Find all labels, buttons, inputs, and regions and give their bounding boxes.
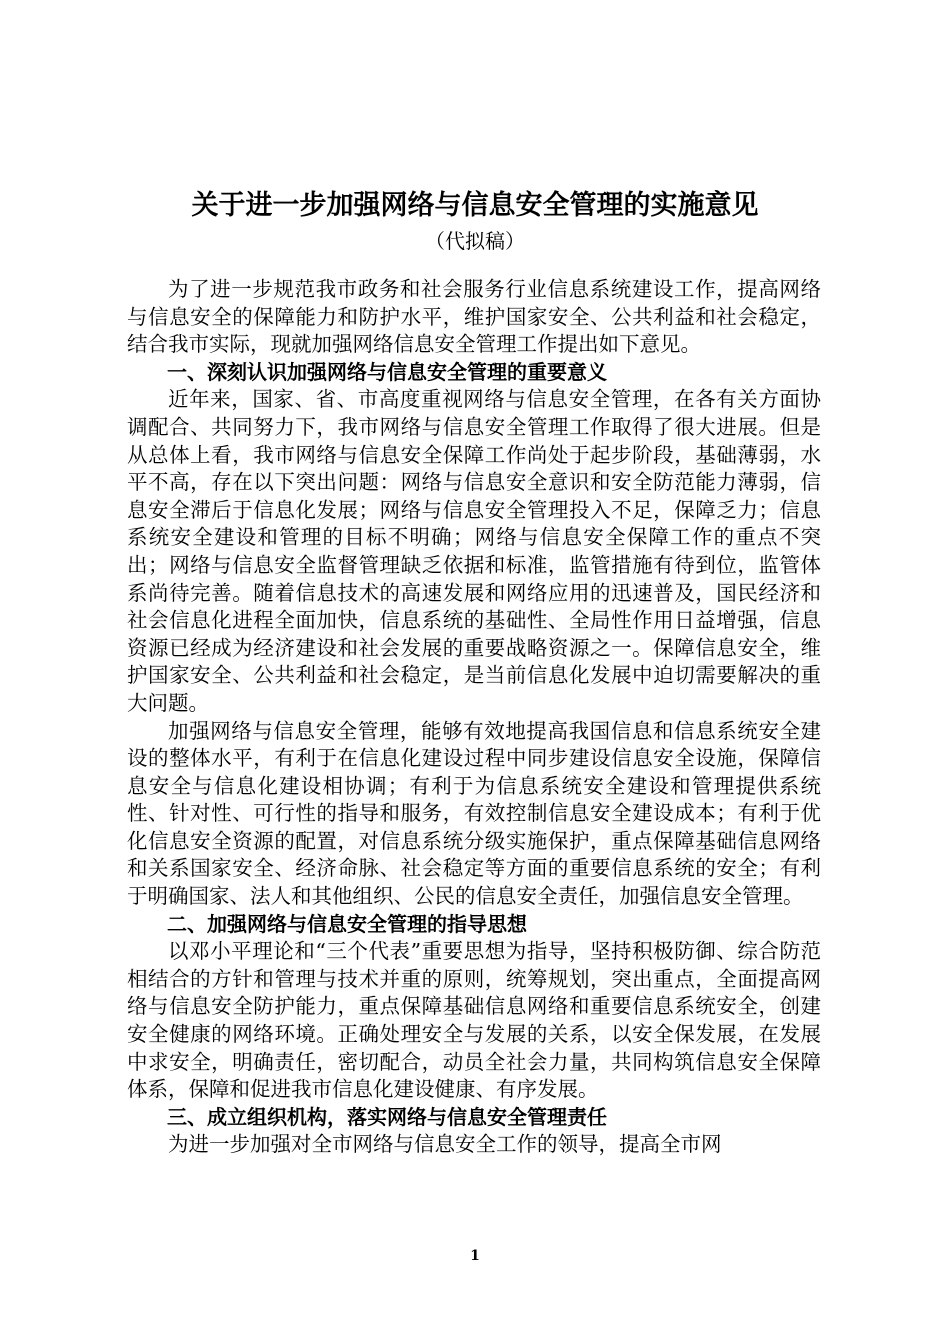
- section-3-paragraph-1: 为进一步加强对全市网络与信息安全工作的领导，提高全市网: [168, 1132, 722, 1157]
- section-2-paragraph-1: 以邓小平理论和“三个代表”重要思想为指导，坚持积极防御、综合防范相结合的方针和管理与技术并重的原则，统筹规划，突出重点，全面提高网络与信息安全防护能力，重点保障基础信息网络和重要信息系统安全，创建安全健康的网络环境。正确处理安全与发展的关系，以安全保发展，在发展中求安全，明确责任，密切配合，动员全社会力量，共同构筑信息安全保障体系，保障和促进我市信息化建设健康、有序发展。: [127, 939, 821, 1102]
- document-subtitle: （代拟稿）: [425, 229, 525, 253]
- section-1-paragraph-1: 近年来，国家、省、市高度重视网络与信息安全管理，在各有关方面协调配合、共同努力下，我市网络与信息安全管理工作取得了很大进展。但是从总体上看，我市网络与信息安全保障工作尚处于起步阶段，基础薄弱，水平不高，存在以下突出问题：网络与信息安全意识和安全防范能力薄弱，信息安全滞后于信息化发展；网络与信息安全管理投入不足，保障乏力；信息系统安全建设和管理的目标不明确；网络与信息安全保障工作的重点不突出；网络与信息安全监督管理缺乏依据和标准，监管措施有待到位，监管体系尚待完善。随着信息技术的高速发展和网络应用的迅速普及，国民经济和社会信息化进程全面加快，信息系统的基础性、全局性作用日益增强，信息资源已经成为经济建设和社会发展的重要战略资源之一。保障信息安全，维护国家安全、公共利益和社会稳定，是当前信息化发展中迫切需要解决的重大问题。: [127, 387, 821, 715]
- section-heading-2: 二、加强网络与信息安全管理的指导思想: [167, 911, 527, 936]
- intro-paragraph: 为了进一步规范我市政务和社会服务行业信息系统建设工作，提高网络与信息安全的保障能力和防护水平，维护国家安全、公共利益和社会稳定，结合我市实际，现就加强网络信息安全管理工作提出如下意见。: [127, 277, 821, 357]
- page-number: 1: [470, 1248, 480, 1264]
- section-1-paragraph-2: 加强网络与信息安全管理，能够有效地提高我国信息和信息系统安全建设的整体水平，有利于在信息化建设过程中同步建设信息安全设施，保障信息安全与信息化建设相协调；有利于为信息系统安全建设和管理提供系统性、针对性、可行性的指导和服务，有效控制信息安全建设成本；有利于优化信息安全资源的配置，对信息系统分级实施保护，重点保障基础信息网络和关系国家安全、经济命脉、社会稳定等方面的重要信息系统的安全；有利于明确国家、法人和其他组织、公民的信息安全责任，加强信息安全管理。: [127, 718, 821, 909]
- document-body: [127, 276, 821, 1159]
- section-heading-1: 一、深刻认识加强网络与信息安全管理的重要意义: [167, 359, 607, 384]
- section-heading-3: 三、成立组织机构，落实网络与信息安全管理责任: [167, 1104, 607, 1129]
- document-title: 关于进一步加强网络与信息安全管理的实施意见: [191, 190, 759, 221]
